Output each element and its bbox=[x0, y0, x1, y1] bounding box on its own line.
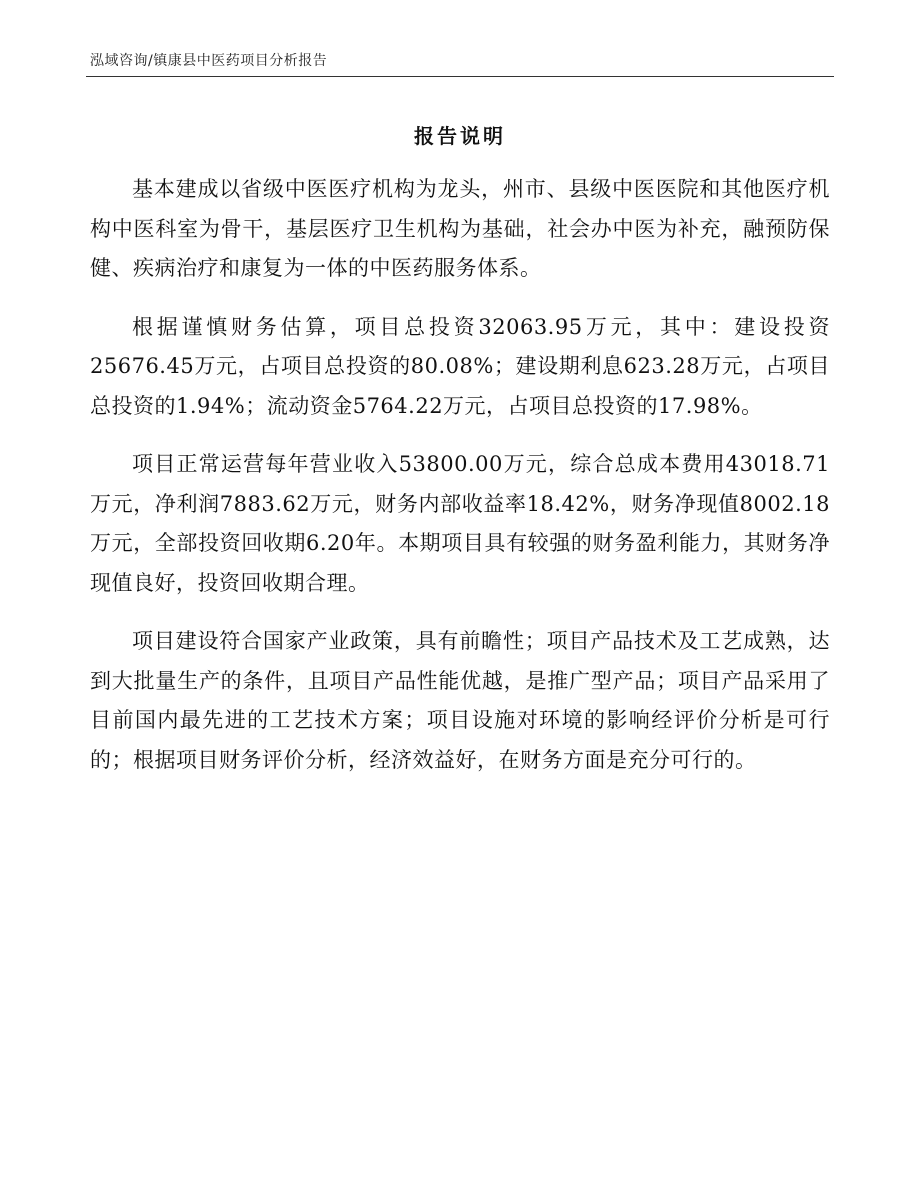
document-body bbox=[90, 170, 830, 799]
running-header: 泓域咨询/镇康县中医药项目分析报告 bbox=[90, 53, 328, 69]
header-divider bbox=[86, 76, 834, 77]
paragraph-feasibility-conclusion: 项目建设符合国家产业政策，具有前瞻性；项目产品技术及工艺成熟，达到大批量生产的条件，且项目产品性能优越，是推广型产品；项目产品采用了目前国内最先进的工艺技术方案；项目设施对环境的影响经评价分析是可行的；根据项目财务评价分析，经济效益好，在财务方面是充分可行的。 bbox=[90, 629, 830, 772]
page-title: 报告说明 bbox=[414, 124, 506, 148]
paragraph-financial-performance: 项目正常运营每年营业收入53800.00万元，综合总成本费用43018.71万元，净利润7883.62万元，财务内部收益率18.42%，财务净现值8002.18万元，全部投资回收期6.20年。本期项目具有较强的财务盈利能力，其财务净现值良好，投资回收期合理。 bbox=[90, 452, 830, 595]
paragraph-service-system: 基本建成以省级中医医疗机构为龙头，州市、县级中医医院和其他医疗机构中医科室为骨干，基层医疗卫生机构为基础，社会办中医为补充，融预防保健、疾病治疗和康复为一体的中医药服务体系。 bbox=[90, 177, 830, 280]
paragraph-investment-estimate: 根据谨慎财务估算，项目总投资32063.95万元，其中：建设投资25676.45万元，占项目总投资的80.08%；建设期利息623.28万元，占项目总投资的1.94%；流动资金5764.22万元，占项目总投资的17.98%。 bbox=[90, 314, 830, 418]
